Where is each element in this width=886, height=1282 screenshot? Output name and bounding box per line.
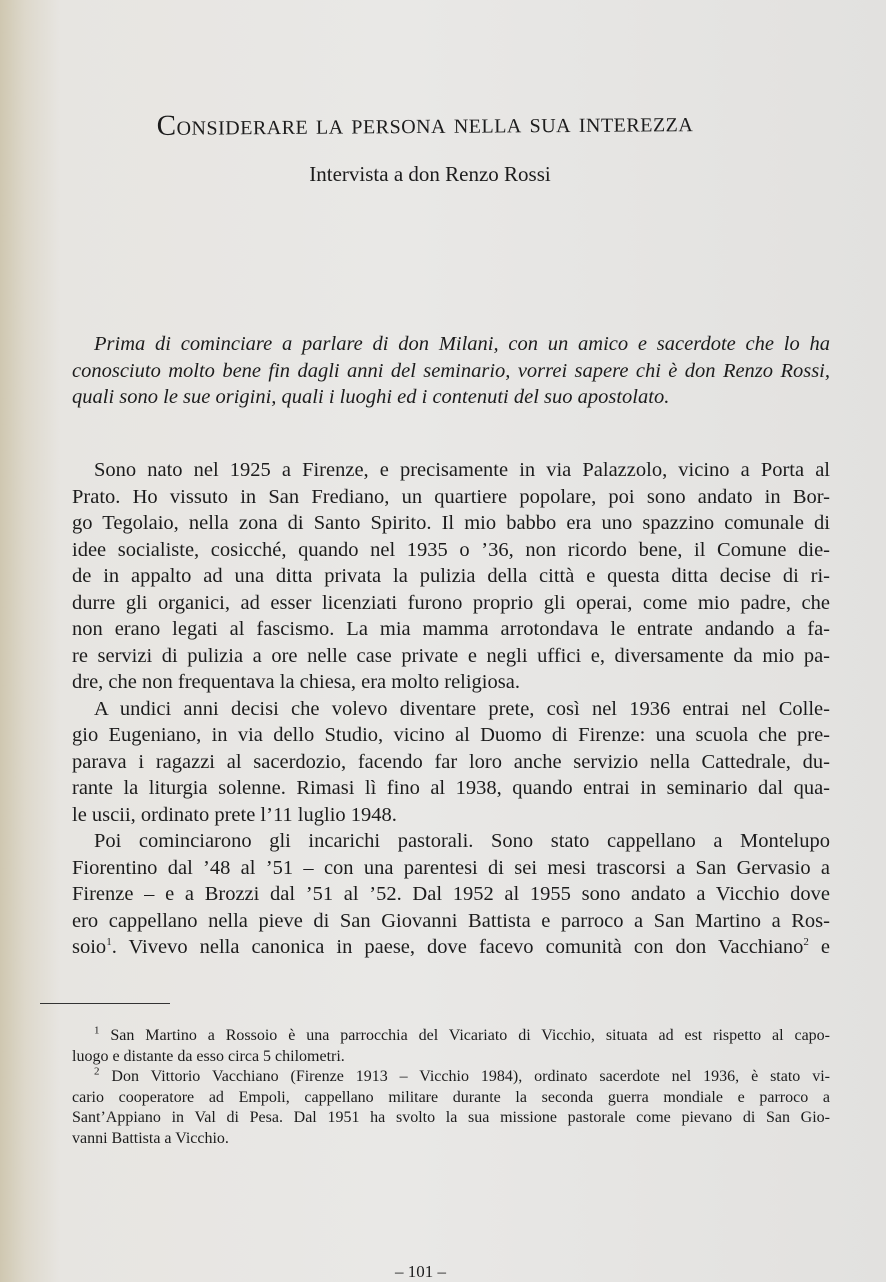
footnote-number: 2 [94,1065,100,1078]
text-line: Fiorentino dal ’48 al ’51 – con una parentesi di sei mesi trascorsi a San Gervasio a [72,856,830,879]
text-fragment: e [808,936,830,958]
footnote-line: luogo e distante da esso circa 5 chilometri. [72,1047,345,1065]
footnote-line: vanni Battista a Vicchio. [72,1129,229,1147]
text-line: durre gli organici, ad esser licenziati furono proprio gli operai, come mio padre, che [72,591,830,614]
footnotes [72,1026,830,1149]
footnote-ref[interactable]: 2 [803,936,809,949]
text-line: re servizi di pulizia a ore nelle case private e negli uffici e, diversamente da mio pa- [72,644,830,667]
text-line: parava i ragazzi al sacerdozio, facendo far loro anche servizio nella Cattedrale, du- [72,750,830,773]
text-line: rante la liturgia solenne. Rimasi lì fino al 1938, quando entrai in seminario dal qua- [72,777,830,799]
body-text [72,457,830,961]
text-line: Sono nato nel 1925 a Firenze, e precisamente in via Palazzolo, vicino a Porta al [94,459,830,481]
chapter-title: Considerare la persona nella sua interezza [156,106,694,142]
text-line: go Tegolaio, nella zona di Santo Spirito. Il mio babbo era uno spazzino comunale di [72,512,830,534]
text-line: idee socialiste, cosicché, quando nel 1935 o ’36, non ricordo bene, il Comune die- [72,538,830,561]
text-line: A undici anni decisi che volevo diventare prete, così nel 1936 entrai nel Colle- [94,697,830,720]
text-line: conosciuto molto bene fin dagli anni del seminario, vorrei sapere chi è don Renzo Rossi, [72,359,830,382]
footnote-ref[interactable]: 1 [106,936,112,949]
text-line: ero cappellano nella pieve di San Giovanni Battista e parroco a San Martino a Ros- [72,909,830,932]
footnote-line [72,1067,830,1088]
text-line: non erano legati al fascismo. La mia mamma arrotondava le entrate andando a fa- [72,618,830,640]
footnote-line: cario cooperatore ad Empoli, cappellano militare durante la seconda guerra mondiale e parroco a [72,1088,830,1106]
footnote-text: San Martino a Rossoio è una parrocchia del Vicariato di Vicchio, situata ad est rispetto al capo- [110,1027,831,1044]
interview-question [72,331,830,411]
text-line: de in appalto ad una ditta privata la pulizia della città e questa ditta decise di ri- [72,565,830,587]
text-fragment: soio [72,936,107,958]
text-line: quali sono le sue origini, quali i luoghi ed i contenuti del suo apostolato. [72,386,670,408]
chapter-subtitle: Intervista a don Renzo Rossi [309,162,551,186]
text-line: dre, che non frequentava la chiesa, era molto religiosa. [72,671,520,693]
footnote-line: Sant’Appiano in Val di Pesa. Dal 1951 ha svolto la sua missione pastorale come pievano di San Gio- [72,1109,830,1126]
text-line: Firenze – e a Brozzi dal ’51 al ’52. Dal 1952 al 1955 sono andato a Vicchio dove [72,883,830,905]
footnote-text: Don Vittorio Vacchiano (Firenze 1913 – Vicchio 1984), ordinato sacerdote nel 1936, è stato vi- [111,1068,830,1085]
page-number: – 101 – [395,1262,446,1281]
text-line: Prima di cominciare a parlare di don Milani, con un amico e sacerdote che lo ha [94,333,830,355]
footnote-line [72,1026,830,1047]
text-line: Prato. Ho vissuto in San Frediano, un quartiere popolare, poi sono andato in Bor- [72,485,830,508]
text-line: le uscii, ordinato prete l’11 luglio 1948. [72,803,397,826]
text-line: gio Eugeniano, in via dello Studio, vicino al Duomo di Firenze: una scuola che pre- [72,724,830,746]
footnote-divider [40,1003,170,1004]
text-line: Poi cominciarono gli incarichi pastorali. Sono stato cappellano a Montelupo [94,830,830,852]
text-fragment: . Vivevo nella canonica in paese, dove facevo comunità con don Vacchiano [111,936,804,958]
footnote-number: 1 [94,1024,100,1037]
text-line [72,934,830,961]
